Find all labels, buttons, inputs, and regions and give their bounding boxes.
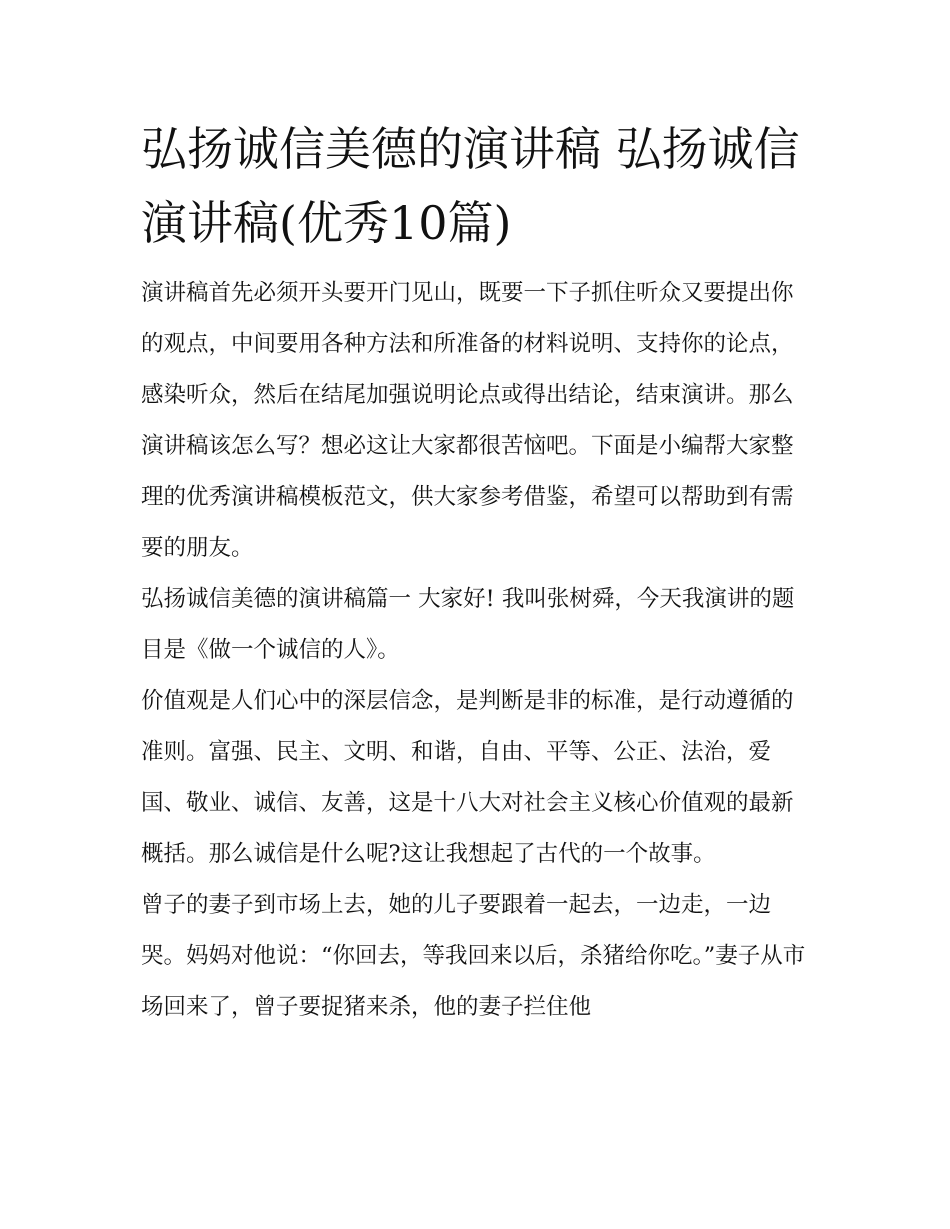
document-title: 弘扬诚信美德的演讲稿 弘扬诚信演讲稿(优秀10篇) xyxy=(141,122,800,250)
paragraph-values: 价值观是人们心中的深层信念，是判断是非的标准，是行动遵循的准则。富强、民主、文明、和谐，自由、平等、公正、法治，爱国、敬业、诚信、友善，这是十八大对社会主义核心价值观的最新概括。那么诚信是什么呢?这让我想起了古代的一个故事。 xyxy=(141,688,794,867)
paragraph-speech-opening: 弘扬诚信美德的演讲稿篇一 大家好! 我叫张树舜，今天我演讲的题目是《做一个诚信的人》。 xyxy=(141,586,795,663)
document-body xyxy=(141,112,813,1033)
paragraph-intro: 演讲稿首先必须开头要开门见山，既要一下子抓住听众又要提出你的观点，中间要用各种方法和所准备的材料说明、支持你的论点，感染听众，然后在结尾加强说明论点或得出结论，结束演讲。那么演讲稿该怎么写？想必这让大家都很苦恼吧。下面是小编帮大家整理的优秀演讲稿模板范文，供大家参考借鉴，希望可以帮助到有需要的朋友。 xyxy=(141,280,794,561)
paragraph-story: 曾子的妻子到市场上去，她的儿子要跟着一起去，一边走，一边哭。妈妈对他说：“你回去，等我回来以后，杀猪给你吃。”妻子从市场回来了，曾子要捉猪来杀，他的妻子拦住他 xyxy=(141,892,806,1020)
